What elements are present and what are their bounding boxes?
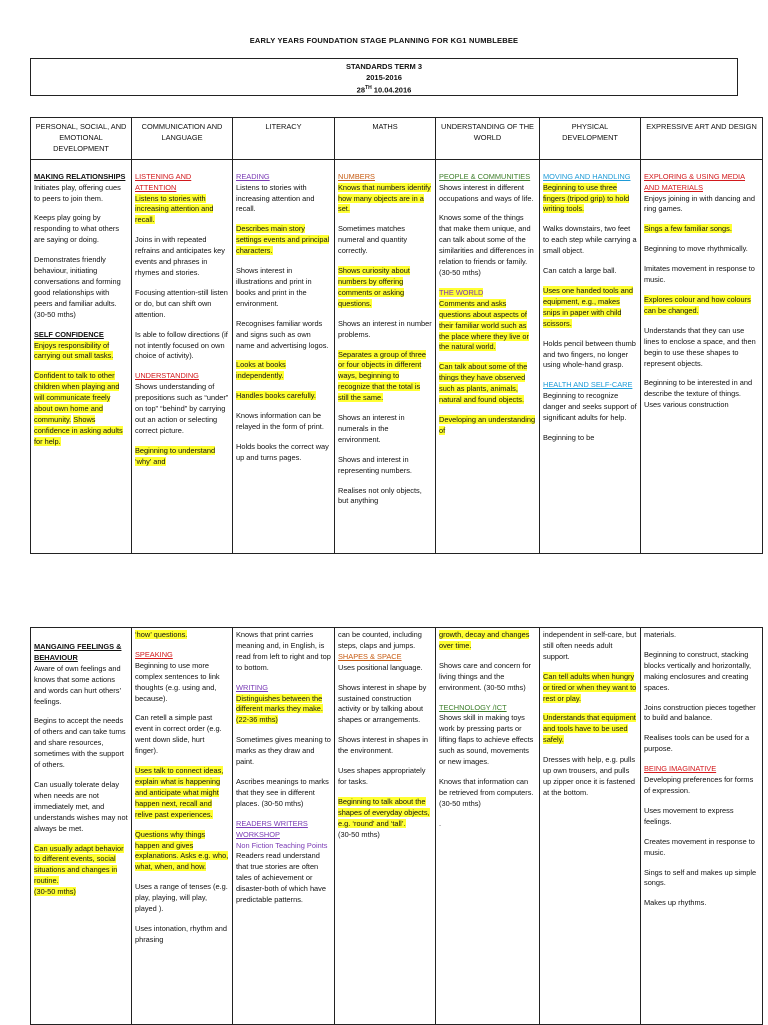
heading-exploring-media: EXPLORING & USING MEDIA AND MATERIALS <box>644 171 746 192</box>
highlighted-objective: Handles books carefully. <box>236 391 316 401</box>
highlighted-objective: Can talk about some of the things they have observed such as plants, animals, natural and found objects. <box>439 362 528 405</box>
highlighted-objective: Distinguishes between the different marks they make. (22-36 mths) <box>236 693 323 725</box>
objective-text: Knows that information can be retrieved from computers. (30-50 mths) <box>439 776 534 808</box>
objective-text: Beginning to be interested in and describe the texture of things. <box>644 378 753 399</box>
heading-numbers: NUMBERS <box>338 171 375 181</box>
objective-text: Shows an interest in number problems. <box>338 318 432 339</box>
objective-text: Uses movement to express feelings. <box>644 805 734 826</box>
standards-day-suffix: TH <box>365 85 372 91</box>
highlighted-objective: Shows curiosity about numbers by offering comments or asking questions. <box>338 266 410 308</box>
column-header-literacy: LITERACY <box>233 118 335 160</box>
cell-art-cont <box>641 628 763 1025</box>
highlighted-objective: Describes main story settings events and principal characters. <box>236 224 330 256</box>
objective-text: Beginning to move rhythmically. <box>644 244 748 254</box>
objective-text: Shows and interest in representing numbers. <box>338 454 412 475</box>
highlighted-objective: Sings a few familiar songs. <box>644 224 732 234</box>
highlighted-objective: Shows confidence in asking adults for help. <box>34 414 123 446</box>
objective-text: Uses a range of tenses (e.g. play, playing, will play, played ). <box>135 882 228 914</box>
column-header-communication: COMMUNICATION AND LANGUAGE <box>132 118 233 160</box>
cell-world-cont <box>436 628 540 1025</box>
heading-self-confidence: SELF CONFIDENCE <box>34 329 104 339</box>
objective-text: Uses shapes appropriately for tasks. <box>338 766 426 786</box>
cell-maths <box>335 159 436 553</box>
objective-text: Shows interest in shape by sustained construction activity or by talking about shapes or arrangements. <box>338 682 427 725</box>
highlighted-objective: Understands that equipment and tools have to be used safely. <box>543 713 636 745</box>
objective-text: Focusing attention-still listen or do, but can shift own attention. <box>135 287 228 319</box>
objective-text: Uses intonation, rhythm and phrasing <box>135 923 228 944</box>
objective-text: Joins construction pieces together to build and balance. <box>644 702 756 723</box>
highlighted-objective: Separates a group of three or four objects in different ways, beginning to recognize that the total is still the same. <box>338 349 426 403</box>
cell-literacy-cont <box>233 628 335 1025</box>
cell-maths-cont <box>335 628 436 1025</box>
highlighted-objective: Confident to talk to other children when playing and will communicate freely about own home and community. <box>34 371 120 424</box>
heading-technology-ict: TECHNOLOGY /ICT <box>439 702 507 712</box>
objective-text: Shows interest in illustrations and print in books and print in the environment. <box>236 266 312 308</box>
highlighted-objective: Looks at books independently. <box>236 360 286 381</box>
cell-literacy <box>233 159 335 553</box>
heading-listening-attention: LISTENING AND ATTENTION <box>135 171 192 192</box>
heading-the-world: THE WORLD <box>439 287 484 297</box>
highlighted-objective: (30-50 mths) <box>34 887 76 897</box>
heading-understanding: UNDERSTANDING <box>135 371 199 381</box>
objective-text: Realises tools can be used for a purpose. <box>644 733 750 754</box>
objective-text: Beginning to recognize danger and seeks support of significant adults for help. <box>543 391 637 423</box>
objective-text: . <box>439 818 442 828</box>
objective-text: Demonstrates friendly behaviour, initiating conversations and forming good relationships with peers and familiar adults. (30-50 mths) <box>34 255 121 319</box>
objective-text: Ascribes meanings to marks that they see in different places. (30-50 mths) <box>236 776 329 808</box>
objective-text: Developing preferences for forms of expression. <box>644 775 754 795</box>
highlighted-objective: Listens to stories with increasing attention and recall. <box>135 193 214 225</box>
heading-writing: WRITING <box>236 682 269 692</box>
highlighted-objective: ‘how’ questions. <box>135 630 188 639</box>
highlighted-objective: growth, decay and changes over time. <box>439 630 530 650</box>
heading-making-relationships: MAKING RELATIONSHIPS <box>34 171 126 181</box>
column-header-maths: MATHS <box>335 118 436 160</box>
highlighted-objective: Comments and asks questions about aspects of their familiar world such as the place where they live or the natural world. <box>439 298 529 352</box>
objective-text: Readers read understand that true stories are often tales of achievement or disaster-both of which have predictable patterns. <box>236 851 326 905</box>
standards-box <box>30 58 738 96</box>
highlighted-objective: Explores colour and how colours can be changed. <box>644 294 751 315</box>
column-header-physical: PHYSICAL DEVELOPMENT <box>540 118 641 160</box>
objective-text: Recognises familiar words and signs such as own name and advertising logos. <box>236 318 329 350</box>
objective-text: Enjoys joining in with dancing and ring games. <box>644 193 755 214</box>
standards-year: 2015-2016 <box>366 73 402 82</box>
objective-text: Sometimes gives meaning to marks as they draw and paint. <box>236 735 331 767</box>
cell-communication <box>132 159 233 553</box>
cell-psed-cont <box>31 628 132 1025</box>
objective-text: Walks downstairs, two feet to each step while carrying a small object. <box>543 224 637 256</box>
objective-text: Keeps play going by responding to what others are saying or doing. <box>34 213 120 245</box>
objective-text: Imitates movement in response to music. <box>644 264 755 285</box>
objective-text: Knows that print carries meaning and, in English, is read from left to right and top to bottom. <box>236 630 331 672</box>
cell-communication-cont <box>132 628 233 1025</box>
objective-text: Beginning to construct, stacking blocks vertically and horizontally, making enclosures and creating spaces. <box>644 649 752 692</box>
heading-people-communities: PEOPLE & COMMUNITIES <box>439 171 531 181</box>
objective-text: Is able to follow directions (if not intently focused on own choice of activity). <box>135 329 228 361</box>
objective-text: Shows skill in making toys work by pressing parts or lifting flaps to achieve effects such as sound, movements or new images. <box>439 713 534 767</box>
objective-text: Knows some of the things that make them unique, and can talk about some of the similarities and differences in relation to friends or family. (30-50 mths) <box>439 213 534 277</box>
objective-text: Initiates play, offering cues to peers to join them. <box>34 182 121 203</box>
highlighted-objective: Questions why things happen and gives explanations. Asks e.g. who, what, when, and how. <box>135 829 229 872</box>
standards-term: STANDARDS TERM 3 <box>345 62 423 71</box>
objective-text: Listens to stories with increasing attention and recall. <box>236 182 315 214</box>
objective-text: independent in self-care, but still often needs adult support. <box>543 630 637 661</box>
standards-day: 28 <box>356 85 366 95</box>
heading-moving-handling: MOVING AND HANDLING <box>543 171 631 181</box>
objective-text: Uses positional language. <box>338 662 423 672</box>
heading-managing-feelings: MANGAING FEELINGS & BEHAVIOUR <box>34 642 122 662</box>
objective-text: Aware of own feelings and knows that some actions and words can hurt others’ feelings. <box>34 663 121 706</box>
cell-world <box>436 159 540 553</box>
heading-non-fiction: Non Fiction Teaching Points <box>236 840 328 850</box>
objective-text: Beginning to use more complex sentences to link thoughts (e.g. using and, because). <box>135 660 220 703</box>
objective-text: Sings to self and makes up simple songs. <box>644 867 757 888</box>
objective-text: Can retell a simple past event in correct order (e.g. went down slide, hurt finger). <box>135 713 222 756</box>
standards-date <box>31 83 737 96</box>
objective-text: can be counted, including steps, claps and jumps. <box>338 630 422 650</box>
objective-text: Understands that they can use lines to enclose a space, and then begin to use these shapes to represent objects. <box>644 325 756 368</box>
objective-text: Beginning to be <box>543 432 595 442</box>
highlighted-objective: Beginning to talk about the shapes of everyday objects, e.g. ‘round’ and ‘tall’. <box>338 796 430 828</box>
objective-text: Uses various construction <box>644 400 729 410</box>
heading-shapes-space: SHAPES & SPACE <box>338 651 402 661</box>
objective-text: Sometimes matches numeral and quantity correctly. <box>338 224 408 256</box>
heading-readers-writers-workshop: READERS WRITERS WORKSHOP <box>236 818 308 839</box>
objective-text: materials. <box>644 630 677 639</box>
column-header-art: EXPRESSIVE ART AND DESIGN <box>641 118 763 160</box>
cell-art <box>641 159 763 553</box>
cell-physical-cont <box>540 628 641 1025</box>
objective-text: Knows information can be relayed in the form of print. <box>236 411 324 432</box>
column-header-psed: PERSONAL, SOCIAL, AND EMOTIONAL DEVELOPMENT <box>31 118 132 160</box>
objective-text: Shows an interest in numerals in the environment. <box>338 413 405 444</box>
heading-speaking: SPEAKING <box>135 649 173 659</box>
cell-psed <box>31 159 132 553</box>
highlighted-objective: Enjoys responsibility of carrying out small tasks. <box>34 340 114 361</box>
objective-text: Shows understanding of prepositions such as “under” on top” “behind” by carrying out an action or selecting correct picture. <box>135 382 229 435</box>
highlighted-objective: Knows that numbers identify how many objects are in a set. <box>338 182 431 214</box>
highlighted-objective: Can tell adults when hungry or tired or when they want to rest or play. <box>543 671 637 703</box>
highlighted-objective: Uses one handed tools and equipment, e.g., makes snips in paper with child scissors. <box>543 285 633 328</box>
objective-text: Shows interest in different occupations and ways of life. <box>439 182 534 203</box>
objective-text: Realises not only objects, but anything <box>338 485 422 506</box>
objective-text: Makes up rhythms. <box>644 898 707 908</box>
highlighted-objective: Uses talk to connect ideas, explain what is happening and anticipate what might happen next, recall and relive past experiences. <box>135 766 224 819</box>
heading-health-self-care: HEALTH AND SELF-CARE <box>543 380 633 390</box>
objective-text: Dresses with help, e.g. pulls up own trousers, and pulls up zipper once it is fastened at the bottom. <box>543 755 636 797</box>
document-title: EARLY YEARS FOUNDATION STAGE PLANNING FOR KG1 NUMBLEBEE <box>249 36 519 45</box>
highlighted-objective: Beginning to understand ‘why’ and <box>135 445 216 466</box>
objective-text: Joins in with repeated refrains and anticipates key events and phrases in rhymes and stories. <box>135 235 225 277</box>
heading-being-imaginative: BEING IMAGINATIVE <box>644 764 717 774</box>
planning-table-page2 <box>30 627 763 1025</box>
objective-text: Creates movement in response to music. <box>644 836 755 857</box>
planning-table-page1 <box>30 117 763 554</box>
objective-text: Can catch a large ball. <box>543 266 617 276</box>
highlighted-objective: Developing an understanding of <box>439 414 536 435</box>
objective-text: Shows care and concern for living things and the environment. (30-50 mths) <box>439 660 532 692</box>
highlighted-objective: Beginning to use three fingers (tripod grip) to hold writing tools. <box>543 182 630 214</box>
highlighted-objective: Can usually adapt behavior to different events, social situations and changes in routine. <box>34 843 124 886</box>
objective-text: Can usually tolerate delay when needs are not immediately met, and understands wishes may not always be met. <box>34 779 128 833</box>
column-header-world: UNDERSTANDING OF THE WORLD <box>436 118 540 160</box>
objective-text: Holds pencil between thumb and two fingers, no longer using whole-hand grasp. <box>543 338 636 370</box>
heading-reading: READING <box>236 171 270 181</box>
objective-text: Begins to accept the needs of others and can take turns and share resources, sometimes with the support of others. <box>34 716 126 770</box>
objective-text: Holds books the correct way up and turns pages. <box>236 441 329 462</box>
objective-text: Shows interest in shapes in the environment. <box>338 735 428 756</box>
cell-physical <box>540 159 641 553</box>
objective-text: (30-50 mths) <box>338 829 380 839</box>
standards-date-rest: 10.04.2016 <box>371 85 412 95</box>
